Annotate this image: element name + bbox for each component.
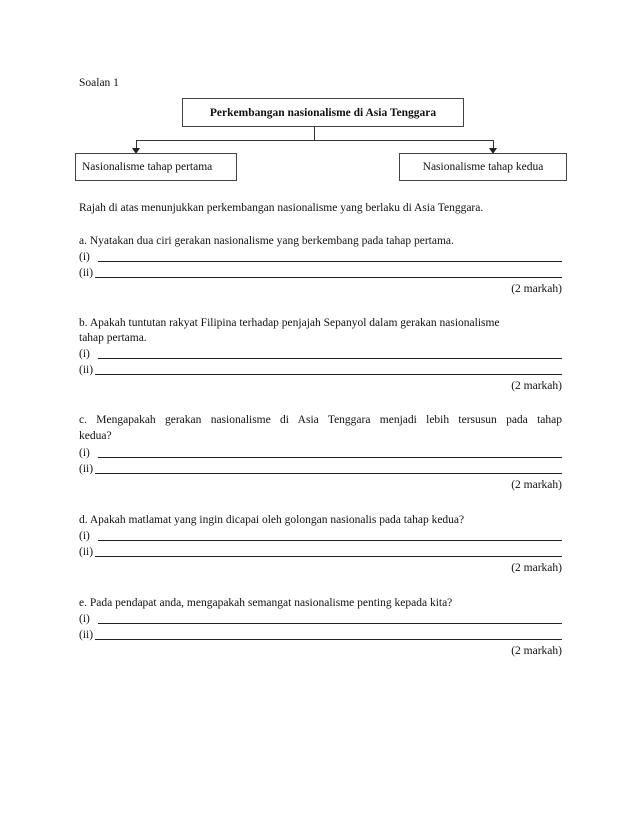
marks-label: (2 markah) [511,479,562,491]
question-c: c. Mengapakah gerakan nasionalisme di Asia Tenggara menjadi lebih tersusun pada tahap [79,414,562,426]
answer-line[interactable]: (i) [79,250,562,264]
intro-text: Rajah di atas menunjukkan perkembangan nasionalisme yang berlaku di Asia Tenggara. [79,202,484,214]
diagram-top-label: Perkembangan nasionalisme di Asia Tenggara [209,106,437,119]
marks-label: (2 markah) [511,645,562,657]
answer-line[interactable]: (i) [79,612,562,626]
diagram-left-label: Nasionalisme tahap pertama [82,161,213,173]
marks-label: (2 markah) [511,380,562,392]
question-b: b. Apakah tuntutan rakyat Filipina terhadap penjajah Sepanyol dalam gerakan nasionalisme [79,317,500,329]
question-b-cont: tahap pertama. [79,332,147,344]
question-c-cont: kedua? [79,430,112,442]
diagram-right-box [399,153,567,181]
marks-label: (2 markah) [511,562,562,574]
question-heading: Soalan 1 [79,77,119,89]
diagram-left-box [75,153,237,181]
answer-line[interactable]: (i) [79,347,562,361]
question-d: d. Apakah matlamat yang ingin dicapai oleh golongan nasionalis pada tahap kedua? [79,514,465,526]
marks-label: (2 markah) [511,283,562,295]
answer-line[interactable]: (i) [79,446,562,460]
answer-line[interactable]: (ii) [79,628,562,642]
answer-line[interactable]: (ii) [79,266,562,280]
diagram-right-label: Nasionalisme tahap kedua [422,161,544,173]
answer-line[interactable]: (ii) [79,462,562,476]
diagram-top-box [182,98,464,127]
connector-horizontal [136,140,494,141]
question-e: e. Pada pendapat anda, mengapakah semangat nasionalisme penting kepada kita? [79,597,453,609]
question-a: a. Nyatakan dua ciri gerakan nasionalisme yang berkembang pada tahap pertama. [79,235,454,247]
answer-line[interactable]: (ii) [79,545,562,559]
answer-line[interactable]: (ii) [79,363,562,377]
connector-vertical [314,127,315,140]
answer-line[interactable]: (i) [79,529,562,543]
